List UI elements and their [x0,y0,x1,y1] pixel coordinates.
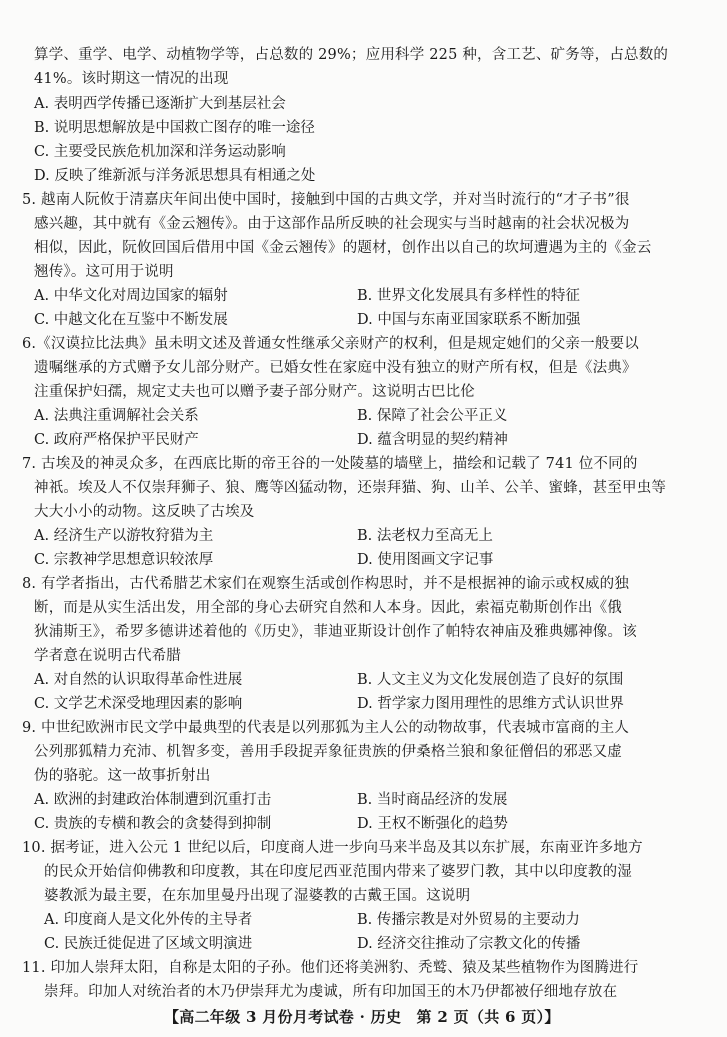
q6-line-3: 注重保护妇孺，规定丈夫也可以赠予妻子部分财产。这说明古巴比伦 [34,384,475,400]
q10-option-b: B. 传播宗教是对外贸易的主要动力 [357,912,580,928]
q6-option-a: A. 法典注重调解社会关系 [34,408,199,424]
intro-option-b: B. 说明思想解放是中国救亡图存的唯一途径 [34,120,315,136]
q6-line-2: 遗嘱继承的方式赠予女儿部分财产。已婚女性在家庭中没有独立的财产所有权，但是《法典》 [34,360,637,376]
q9-option-b: B. 当时商品经济的发展 [357,792,508,808]
intro-line-2: 41%。该时期这一情况的出现 [34,71,229,87]
q6-option-d: D. 蕴含明显的契约精神 [357,432,508,448]
q8-option-d: D. 哲学家力图用理性的思维方式认识世界 [357,696,624,712]
q6-option-b: B. 保障了社会公平正义 [357,408,508,424]
q8-line-1: 8. 有学者指出，古代希腊艺术家们在观察生活或创作构思时，并不是根据神的谕示或权威的独 [22,576,630,592]
q5-line-3: 相似，因此，阮攸回国后借用中国《金云翘传》的题材，创作出以自己的坎坷遭遇为主的《金云 [34,240,652,256]
intro-option-c: C. 主要受民族危机加深和洋务运动影响 [34,144,286,160]
q8-line-2: 断，而是从实生活出发，用全部的身心去研究自然和人本身。因此，索福克勒斯创作出《俄 [34,600,622,616]
q10-line-3: 婆教派为最主要，在东加里曼丹出现了湿婆教的古戴王国。这说明 [44,888,471,904]
q9-option-c: C. 贵族的专横和教会的贪婪得到抑制 [34,816,272,832]
q7-option-a: A. 经济生产以游牧狩猎为主 [34,528,214,544]
intro-option-d: D. 反映了维新派与洋务派思想具有相通之处 [34,168,316,184]
q6-line-1: 6.《汉谟拉比法典》虽未明文述及普通女性继承父亲财产的权利，但是规定她们的父亲一般要以 [22,336,639,352]
q10-option-d: D. 经济交往推动了宗教文化的传播 [357,936,581,952]
q11-line-1: 11. 印加人崇拜太阳，自称是太阳的子孙。他们还将美洲豹、秃鹫、猿及某些植物作为图腾进行 [22,960,639,976]
q7-option-d: D. 使用图画文字记事 [357,552,494,568]
q7-line-3: 大大小小的动物。这反映了古埃及 [34,504,255,520]
q9-line-2: 公列那狐精力充沛、机智多变，善用手段捉弄象征贵族的伊桑格兰狼和象征僧侣的邪恶又虚 [34,744,622,760]
intro-option-a: A. 表明西学传播已逐渐扩大到基层社会 [34,96,286,112]
q6-option-c: C. 政府严格保护平民财产 [34,432,199,448]
q11-line-2: 崇拜。印加人对统治者的木乃伊崇拜尤为虔诚，所有印加国王的木乃伊都被仔细地存放在 [44,984,618,1000]
q9-line-3: 伪的骆驼。这一故事折射出 [34,768,211,784]
q5-line-4: 翘传》。这可用于说明 [34,264,174,280]
q5-line-1: 5. 越南人阮攸于清嘉庆年间出使中国时，接触到中国的古典文学，并对当时流行的“才子书”很 [22,192,630,208]
q7-line-2: 神祇。埃及人不仅崇拜狮子、狼、鹰等凶猛动物，还崇拜猫、狗、山羊、公羊、蜜蜂，甚至甲虫等 [34,480,667,496]
q7-line-1: 7. 古埃及的神灵众多，在西底比斯的帝王谷的一处陵墓的墙壁上，描绘和记载了 741 位不同的 [22,456,638,472]
q9-option-d: D. 王权不断强化的趋势 [357,816,508,832]
q5-option-c: C. 中越文化在互鉴中不断发展 [34,312,228,328]
q9-line-1: 9. 中世纪欧洲市民文学中最典型的代表是以列那狐为主人公的动物故事，代表城市富商的主人 [22,720,630,736]
page-footer: 【高二年级 3 月份月考试卷 · 历史 第 2 页（共 6 页）】 [164,1008,560,1026]
q8-line-4: 学者意在说明古代希腊 [34,648,181,664]
q7-option-c: C. 宗教神学思想意识较浓厚 [34,552,214,568]
q10-line-2: 的民众开始信仰佛教和印度教，其在印度尼西亚范围内带来了婆罗门教，其中以印度教的湿 [44,864,632,880]
q5-option-b: B. 世界文化发展具有多样性的特征 [357,288,580,304]
q10-option-a: A. 印度商人是文化外传的主导者 [44,912,253,928]
q8-option-c: C. 文学艺术深受地理因素的影响 [34,696,243,712]
q5-option-d: D. 中国与东南亚国家联系不断加强 [357,312,581,328]
q8-option-a: A. 对自然的认识取得革命性进展 [34,672,243,688]
q9-option-a: A. 欧洲的封建政治体制遭到沉重打击 [34,792,272,808]
q5-line-2: 感兴趣，其中就有《金云翘传》。由于这部作品所反映的社会现实与当时越南的社会状况极为 [34,216,630,232]
q10-option-c: C. 民族迁徙促进了区域文明演进 [44,936,253,952]
q7-option-b: B. 法老权力至高无上 [357,528,493,544]
q5-option-a: A. 中华文化对周边国家的辐射 [34,288,228,304]
q8-option-b: B. 人文主义为文化发展创造了良好的氛围 [357,672,624,688]
q10-line-1: 10. 据考证，进入公元 1 世纪以后，印度商人进一步向马来半岛及其以东扩展，东南亚许多地方 [22,840,643,856]
intro-line-1: 算学、重学、电学、动植物学等，占总数的 29%；应用科学 225 种，含工艺、矿务等，占总数的 [34,47,669,63]
q8-line-3: 狄浦斯王》，希罗多德讲述着他的《历史》，菲迪亚斯设计创作了帕特农神庙及雅典娜神像。该 [34,624,637,640]
